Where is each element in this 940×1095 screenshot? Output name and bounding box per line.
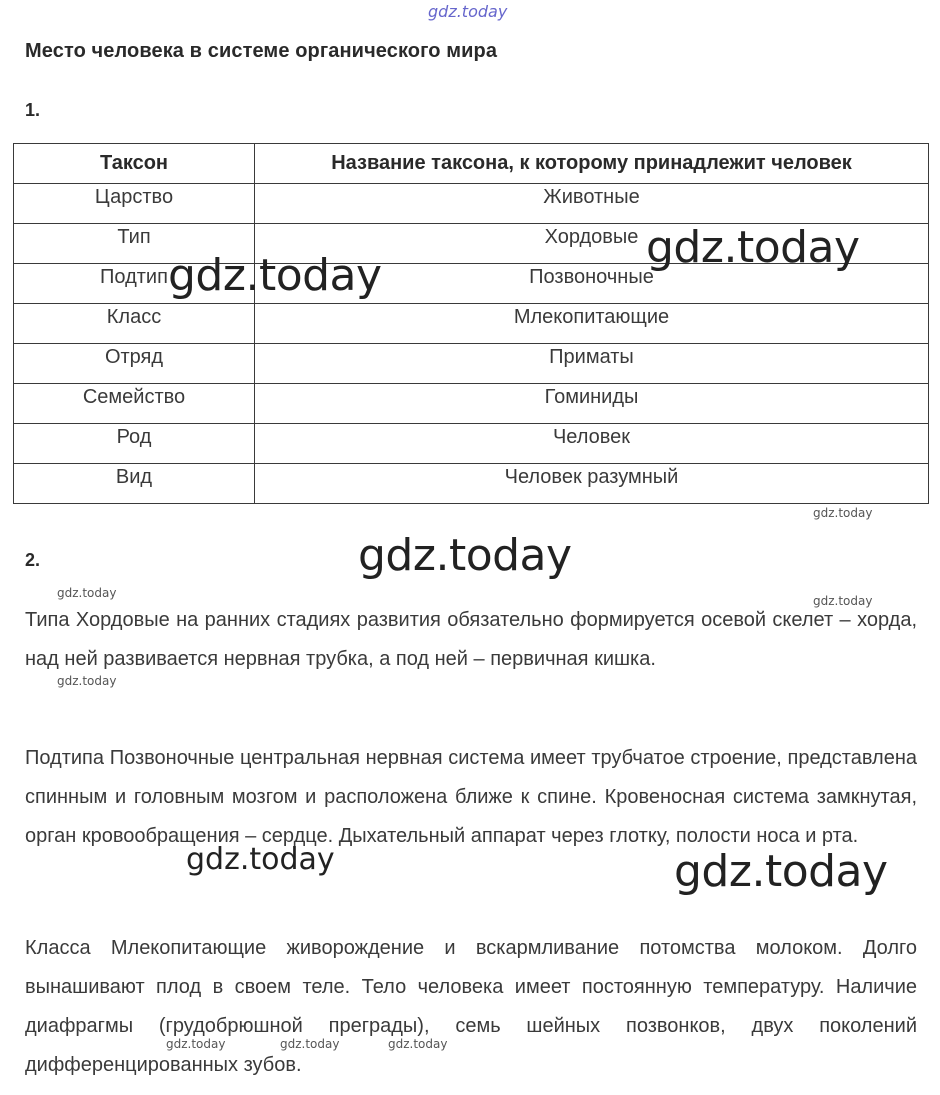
table-cell-name: Приматы <box>255 344 929 384</box>
watermark-small: gdz.today <box>388 1037 448 1051</box>
section-2-number: 2. <box>25 550 41 570</box>
table-cell-taxon: Семейство <box>14 384 255 424</box>
table-row <box>14 224 929 264</box>
watermark-top: gdz.today <box>428 2 508 21</box>
table-cell-taxon: Подтип <box>14 264 255 304</box>
paragraph-chordates: Типа Хордовые на ранних стадиях развития обязательно формируется осевой скелет – хорда, над ней развивается нервная трубка, а под ней – первичная кишка. <box>25 609 917 670</box>
watermark-large: gdz.today <box>674 846 888 897</box>
table-header-row <box>14 144 929 184</box>
table-cell-taxon: Род <box>14 424 255 464</box>
table-cell-taxon: Вид <box>14 464 255 504</box>
table-cell-taxon: Класс <box>14 304 255 344</box>
watermark-small: gdz.today <box>813 594 873 608</box>
watermark-small: gdz.today <box>57 674 117 688</box>
page-title: Место человека в системе органического мира <box>25 40 498 62</box>
taxon-table <box>13 143 929 504</box>
watermark-small: gdz.today <box>813 506 873 520</box>
paragraph-mammals: Класса Млекопитающие живорождение и вскармливание потомства молоком. Долго вынашивают плод в своем теле. Тело человека имеет постоянную температуру. Наличие диафрагмы (грудобрюшной преграды), семь шейных позвонков, двух поколений дифференцированных зубов. <box>25 937 917 1076</box>
table-cell-name: Человек <box>255 424 929 464</box>
watermark-small: gdz.today <box>57 586 117 600</box>
table-cell-name: Позвоночные <box>255 264 929 304</box>
watermark-large: gdz.today <box>358 530 572 581</box>
table-cell-name: Человек разумный <box>255 464 929 504</box>
paragraph-vertebrates: Подтипа Позвоночные центральная нервная система имеет трубчатое строение, представлена спинным и головным мозгом и расположена ближе к спине. Кровеносная система замкнутая, орган кровообращения – сердце. Дыхательный аппарат через глотку, полости носа и рта. <box>25 747 917 847</box>
table-row <box>14 264 929 304</box>
table-header-taxon: Таксон <box>14 144 255 184</box>
table-cell-name: Животные <box>255 184 929 224</box>
table-row <box>14 344 929 384</box>
watermark-small: gdz.today <box>280 1037 340 1051</box>
table-header-name: Название таксона, к которому принадлежит человек <box>255 144 929 184</box>
table-cell-taxon: Тип <box>14 224 255 264</box>
table-cell-name: Гоминиды <box>255 384 929 424</box>
table-row <box>14 304 929 344</box>
table-cell-name: Хордовые <box>255 224 929 264</box>
table-row <box>14 184 929 224</box>
watermark-large: gdz.today <box>168 250 382 301</box>
section-1-number: 1. <box>25 100 41 120</box>
watermark-medium: gdz.today <box>186 842 335 877</box>
table-cell-taxon: Царство <box>14 184 255 224</box>
watermark-small: gdz.today <box>166 1037 226 1051</box>
table-row <box>14 424 929 464</box>
table-cell-taxon: Отряд <box>14 344 255 384</box>
table-cell-name: Млекопитающие <box>255 304 929 344</box>
table-row <box>14 464 929 504</box>
watermark-large: gdz.today <box>646 222 860 273</box>
table-row <box>14 384 929 424</box>
